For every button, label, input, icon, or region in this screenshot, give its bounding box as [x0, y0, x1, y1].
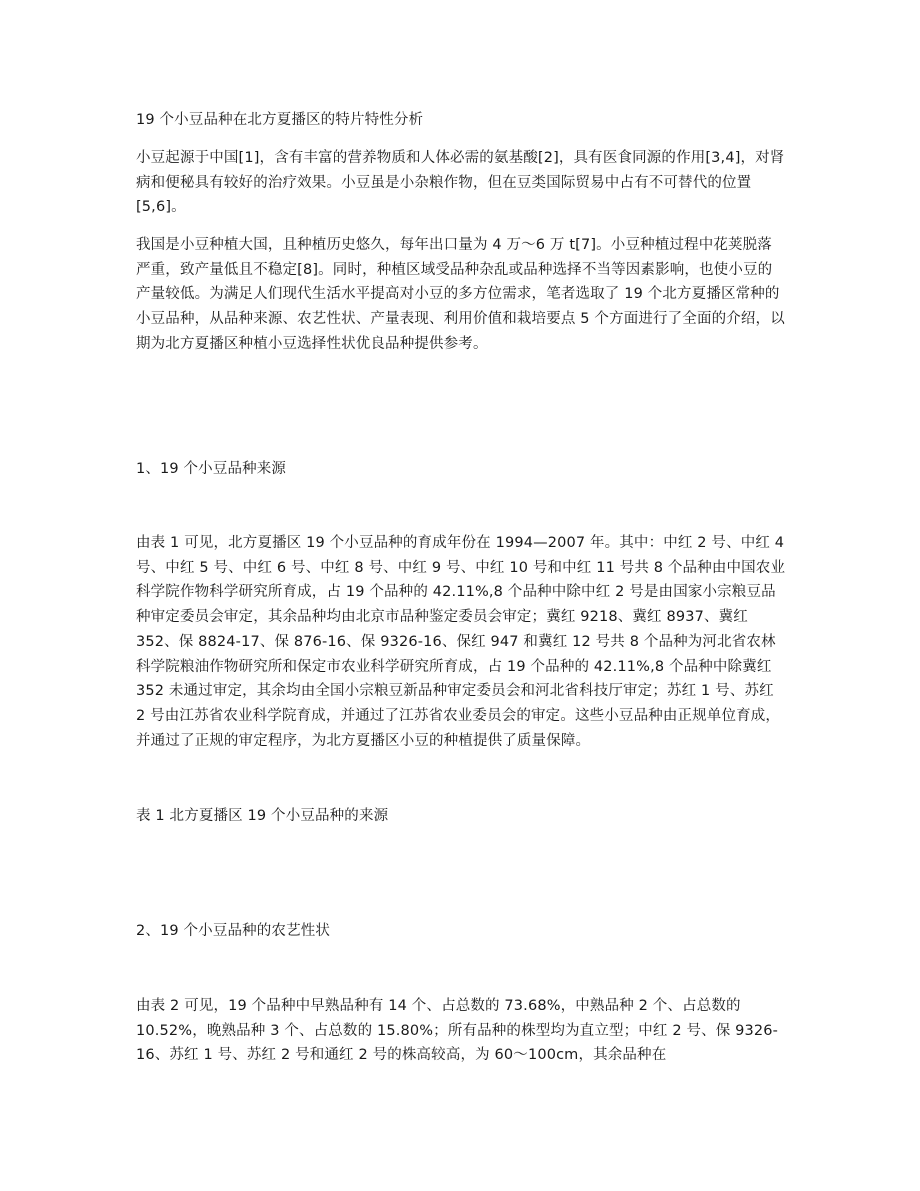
- intro-paragraph-1: 小豆起源于中国[1]，含有丰富的营养物质和人体必需的氨基酸[2]，具有医食同源的作用[3,4]，对肾病和便秘具有较好的治疗效果。小豆虽是小杂粮作物，但在豆类国际贸易中占有不可替代的位置[5,6]。: [136, 150, 785, 216]
- table-1-caption: 表 1 北方夏播区 19 个小豆品种的来源: [136, 808, 389, 824]
- section-2-heading: 2、19 个小豆品种的农艺性状: [136, 923, 331, 939]
- section-1-heading: 1、19 个小豆品种来源: [136, 461, 287, 477]
- section-2-body: 由表 2 可见，19 个品种中早熟品种有 14 个、占总数的 73.68%，中熟品种 2 个、占总数的 10.52%，晚熟品种 3 个、占总数的 15.80%；所有品种的株型均为直立型；中红 2 号、保 9326-16、苏红 1 号、苏红 2 号和通红 2 号的株高较高，为 60～100cm，其余品种在: [136, 998, 779, 1064]
- intro-paragraph-2: 我国是小豆种植大国，且种植历史悠久，每年出口量为 4 万～6 万 t[7]。小豆种植过程中花荚脱落严重，致产量低且不稳定[8]。同时，种植区域受品种杂乱或品种选择不当等因素影响，也使小豆的产量较低。为满足人们现代生活水平提高对小豆的多方位需求，笔者选取了 19 个北方夏播区常种的小豆品种，从品种来源、农艺性状、产量表现、利用价值和栽培要点 5 个方面进行了全面的介绍，以期为北方夏播区种植小豆选择性状优良品种提供参考。: [136, 237, 785, 352]
- section-1-body: 由表 1 可见，北方夏播区 19 个小豆品种的育成年份在 1994—2007 年。其中：中红 2 号、中红 4 号、中红 5 号、中红 6 号、中红 8 号、中红 9 号、中红 10 号和中红 11 号共 8 个品种由中国农业科学院作物科学研究所育成，占 19 个品种的 42.11%,8 个品种中除中红 2 号是由国家小宗粮豆品种审定委员会审定，其余品种均由北京市品种鉴定委员会审定；冀红 9218、冀红 8937、冀红 352、保 8824-17、保 876-16、保 9326-16、保红 947 和冀红 12 号共 8 个品种为河北省农林科学院粮油作物研究所和保定市农业科学研究所育成，占 19 个品种的 42.11%,8 个品种中除冀红 352 未通过审定，其余均由全国小宗粮豆新品种审定委员会和河北省科技厅审定；苏红 1 号、苏红 2 号由江苏省农业科学院育成，并通过了江苏省农业委员会的审定。这些小豆品种由正规单位育成，并通过了正规的审定程序，为北方夏播区小豆的种植提供了质量保障。: [136, 535, 786, 749]
- document-title: 19 个小豆品种在北方夏播区的特片特性分析: [136, 112, 424, 128]
